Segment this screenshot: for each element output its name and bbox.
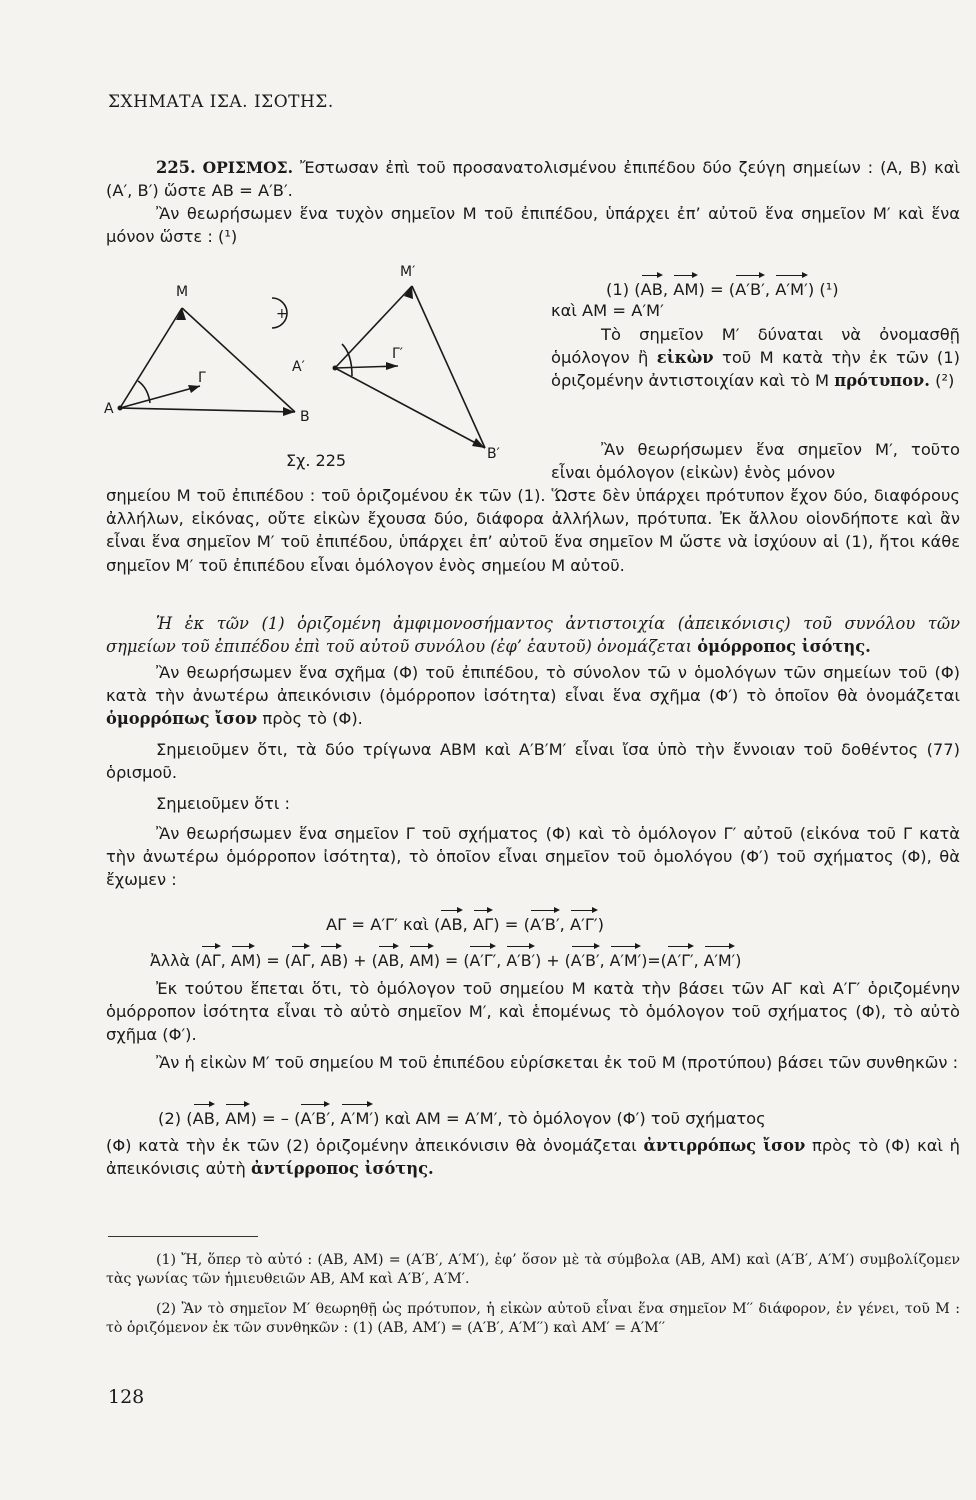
figure-225: [100, 258, 520, 470]
label-A: A: [104, 401, 114, 417]
formula-3: Ἀλλὰ (AΓ, AM) = (AΓ, AB) + (AB, AM) = (A′Γ′, A′B′) + (A′B′, A′M′)=(A′Γ′, A′M′): [150, 949, 741, 972]
definition-paragraph: Ἡ ἐκ τῶν (1) ὁριζομένη ἀμφιμονοσήμαντος ἀντιστοιχία (ἀπεικόνισις) τοῦ συνόλου τῶν σημείων τοῦ ἐπιπέδου ἐπὶ τοῦ αὐτοῦ συνόλου (ἐφ’ ἑαυτοῦ) ὀνομάζεται ὁμόρροπος ἰσότης.: [106, 614, 960, 657]
term-homorropos-ison: ὁμορρόπως ἴσον: [106, 709, 258, 729]
paragraph-point-G: Ἂν θεωρήσωμεν ἕνα σημεῖον Γ τοῦ σχήματος (Φ) καὶ τὸ ὁμόλογον Γ′ αὐτοῦ (εἰκόνα τοῦ Γ κατὰ τὴν ἀνωτέρω ὁμόρροπον ἰσότητα), τὸ ὁποῖον εἶναι σημεῖον τοῦ ὁμολόγου (Φ′) τοῦ σχήματος (Φ), θὰ ἔχωμεν :: [106, 824, 960, 890]
label-M-prime: M′: [400, 264, 416, 280]
formula-2: AΓ = A′Γ′ καὶ (AB, AΓ) = (A′B′, A′Γ′): [326, 913, 604, 936]
label-A-prime: A′: [292, 359, 305, 375]
formula-1-condition: καὶ AM = A′M′: [551, 301, 664, 320]
label-G: Γ: [198, 370, 206, 386]
label-B-prime: B′: [487, 446, 500, 462]
label-B: B: [300, 409, 310, 425]
term-homorropos-isotis: ὁμόρροπος ἰσότης.: [697, 637, 871, 657]
term-protypon: πρότυπον.: [834, 371, 930, 391]
section-225-line1: Ἔστωσαν ἐπὶ τοῦ προσανατολισμένου ἐπιπέδου δύο ζεύγη σημείων : (A, B) καὶ (A′, B′) ὥστε AB = A′B′.: [106, 158, 960, 201]
orientation-sign: +: [276, 306, 288, 322]
section-number: 225.: [156, 158, 196, 177]
footnote-2: (2) Ἂν τὸ σημεῖον M′ θεωρηθῇ ὡς πρότυπον, ἡ εἰκὼν αὐτοῦ εἶναι ἕνα σημεῖον M′′ διάφορον, ἐν γένει, τοῦ M : τὸ ὁριζόμενον ἐκ τῶν συνθηκῶν : (1) (AB, AM′) = (A′B′, A′M′′) καὶ AM′ = A′M′′: [106, 1301, 960, 1336]
running-header: ΣΧΗΜΑΤΑ ΙΣΑ. ΙΣΟΤΗΣ.: [108, 92, 334, 112]
formula-1: (1) (AB, AM) = (A′B′, A′M′) (¹): [606, 278, 839, 301]
label-M: M: [176, 284, 189, 300]
right-column-paragraph-1: Τὸ σημεῖον M′ δύναται νὰ ὀνομασθῇ ὁμόλογον ἢ εἰκὼν τοῦ M κατὰ τὴν ἐκ τῶν (1) ὁριζομένην ἀντιστοιχίαν καὶ τὸ M πρότυπον. (²): [551, 325, 960, 391]
formula-4: (2) (AB, AM) = – (A′B′, A′M′) καὶ AM = A′M′, τὸ ὁμόλογον (Φ′) τοῦ σχήματος: [158, 1107, 766, 1130]
term-eikon: εἰκὼν: [656, 348, 714, 368]
section-225-intro: [106, 156, 960, 202]
page-number: 128: [108, 1386, 145, 1408]
footnote-divider: [108, 1236, 258, 1237]
label-G-prime: Γ′: [392, 346, 403, 362]
paragraph-note-2: Σημειοῦμεν ὅτι :: [156, 794, 291, 813]
right-column-paragraph-2: Ἂν θεωρήσωμεν ἕνα σημεῖον M′, τοῦτο εἶναι ὁμόλογον (εἰκὼν) ἑνὸς μόνον: [551, 440, 960, 483]
figure-caption: Σχ. 225: [286, 451, 347, 470]
paragraph-phi: Ἂν θεωρήσωμεν ἕνα σχῆμα (Φ) τοῦ ἐπιπέδου, τὸ σύνολον τῶ ν ὁμολόγων τῶν σημείων τοῦ (Φ) κατὰ τὴν ἀνωτέρω ἀπεικόνισιν (ὁμόρροπον ἰσότητα) εἶναι ἕνα σχῆμα (Φ′) τὸ ὁποῖον θὰ ὀνομάζεται ὁμορρόπως ἴσον πρὸς τὸ (Φ).: [106, 663, 960, 729]
paragraph-continuation: σημείου M τοῦ ἐπιπέδου : τοῦ ὁριζομένου ἐκ τῶν (1). Ὥστε δὲν ὑπάρχει πρότυπον ἔχον δύο, διαφόρους ἀλλήλων, εἰκόνας, οὔτε εἰκὼν ἔχουσα δύο, διάφορα ἀλλήλων, πρότυπα. Ἐκ ἄλλου οἱονδήποτε καὶ ἂν εἶναι ἕνα σημεῖον M′ τοῦ ἐπιπέδου, ὑπάρχει ἐπ’ αὐτοῦ ἕνα σημεῖον M ὥστε νὰ ἰσχύουν αἱ (1), ἤτοι κάθε σημεῖον M′ τοῦ ἐπιπέδου εἶναι ὁμόλογον ἑνὸς σημείου M αὐτοῦ.: [106, 486, 960, 575]
section-title: ΟΡΙΣΜΟΣ.: [202, 158, 293, 177]
footnote-1: (1) Ἤ, ὅπερ τὸ αὐτό : (AB, AM) = (A′B′, A′M′), ἐφ’ ὅσον μὲ τὰ σύμβολα (AB, AM) καὶ (A′B′, A′M′) συμβολίζομεν τὰς γωνίας τῶν ἡμιευθειῶν AB, AM καὶ A′B′, A′M′.: [106, 1252, 960, 1287]
paragraph-note-1: Σημειοῦμεν ὅτι, τὰ δύο τρίγωνα ABM καὶ A′B′M′ εἶναι ἴσα ὑπὸ τὴν ἔννοιαν τοῦ δοθέντος (77) ὁρισμοῦ.: [106, 740, 960, 783]
section-225-line2: Ἂν θεωρήσωμεν ἕνα τυχὸν σημεῖον M τοῦ ἐπιπέδου, ὑπάρχει ἐπ’ αὐτοῦ ἕνα σημεῖον M′ καὶ ἕνα μόνον ὥστε : (¹): [106, 204, 960, 247]
term-antirropos-ison: ἀντιρρόπως ἴσον: [643, 1136, 806, 1155]
term-antirropos-isotis: ἀντίρροπος ἰσότης.: [251, 1159, 434, 1179]
paragraph-conditions: Ἂν ἡ εἰκὼν M′ τοῦ σημείου M τοῦ ἐπιπέδου εὑρίσκεται ἐκ τοῦ M (προτύπου) βάσει τῶν συνθηκῶν :: [156, 1053, 959, 1072]
paragraph-consequence: Ἐκ τούτου ἕπεται ὅτι, τὸ ὁμόλογον τοῦ σημείου M κατὰ τὴν βάσει τῶν AΓ καὶ A′Γ′ ὁριζομένην ὁμόρροπον ἰσότητα εἶναι τὸ αὐτὸ σημεῖον M′, καὶ ἑπομένως τὸ ὁμόλογον τοῦ σχήματος (Φ), τὸ αὐτὸ σχῆμα (Φ′).: [106, 979, 960, 1045]
paragraph-antirropos: (Φ) κατὰ τὴν ἐκ τῶν (2) ὁριζομένην ἀπεικόνισιν θὰ ὀνομάζεται ἀντιρρόπως ἴσον πρὸς τὸ (Φ) καὶ ἡ ἀπεικόνισις αὐτὴ ἀντίρροπος ἰσότης.: [106, 1136, 961, 1179]
